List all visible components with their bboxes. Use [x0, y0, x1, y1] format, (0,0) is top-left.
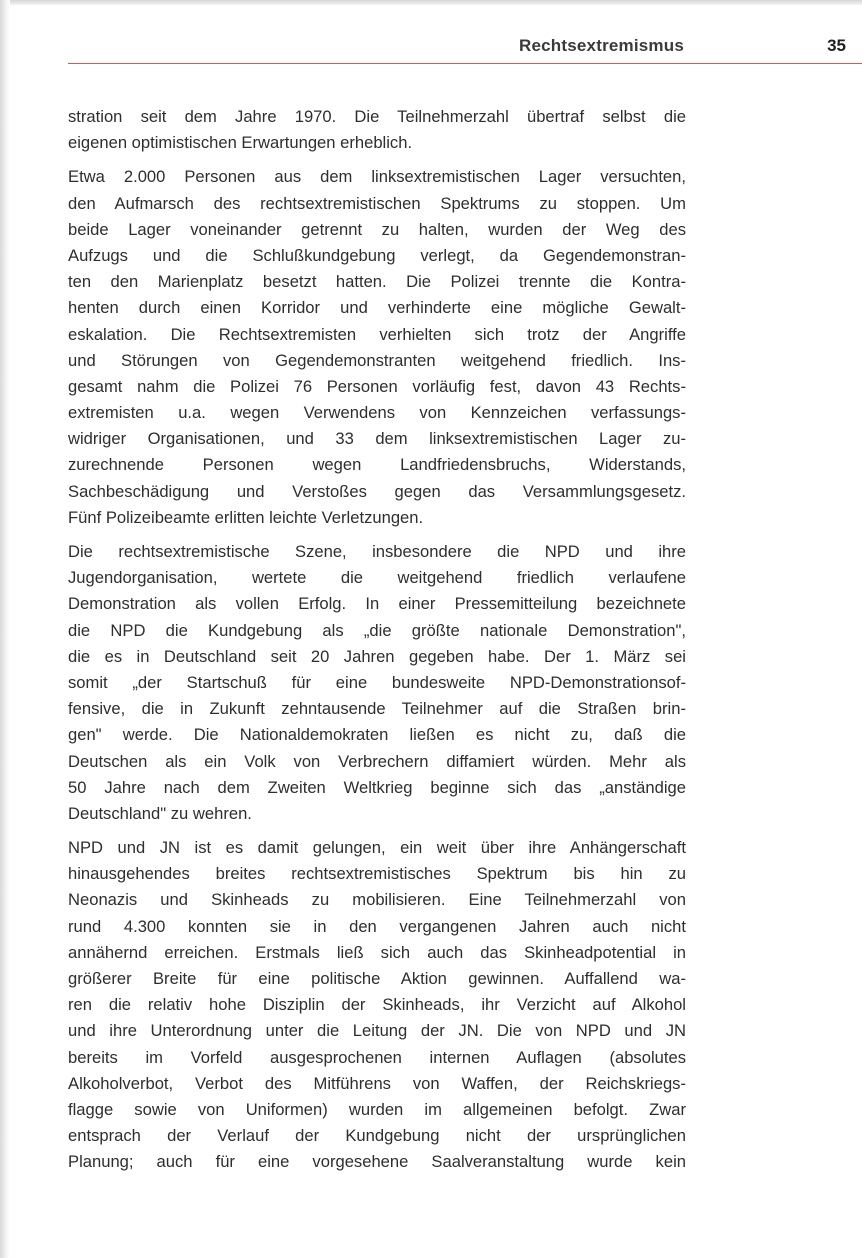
text-line: und Störungen von Gegendemonstranten weitgehend friedlich. Ins- [68, 350, 686, 370]
running-header-title: Rechtsextremismus [519, 36, 684, 55]
text-line: flagge sowie von Uniformen) wurden im allgemeinen befolgt. Zwar [68, 1099, 686, 1119]
text-line: zurechnende Personen wegen Landfriedensbruchs, Widerstands, [68, 455, 686, 475]
page-edge-shadow-left [0, 0, 10, 1258]
text-line: eigenen optimistischen Erwartungen erheblich. [68, 133, 413, 153]
text-line: Demonstration als vollen Erfolg. In einer Pressemitteilung bezeichnete [68, 594, 686, 614]
body-text [68, 104, 686, 1184]
text-line: beide Lager voneinander getrennt zu halten, wurden der Weg des [68, 219, 686, 239]
text-line: Deutschland" zu wehren. [68, 803, 252, 823]
text-line: die NPD die Kundgebung als „die größte nationale Demonstration", [68, 620, 686, 640]
text-line: eskalation. Die Rechtsextremisten verhielten sich trotz der Angriffe [68, 324, 686, 344]
text-line: Neonazis und Skinheads zu mobilisieren. Eine Teilnehmerzahl von [68, 890, 686, 910]
text-line: und ihre Unterordnung unter die Leitung der JN. Die von NPD und JN [68, 1021, 686, 1041]
text-line: größerer Breite für eine politische Aktion gewinnen. Auffallend wa- [68, 969, 686, 988]
text-line: somit „der Startschuß für eine bundesweite NPD-Demonstrationsof- [68, 672, 686, 692]
text-line: NPD und JN ist es damit gelungen, ein weit über ihre Anhängerschaft [68, 838, 686, 858]
text-line: rund 4.300 konnten sie in den vergangenen Jahren auch nicht [68, 916, 686, 936]
text-line: Planung; auch für eine vorgesehene Saalveranstaltung wurde kein [68, 1152, 686, 1172]
text-line: gen" werde. Die Nationaldemokraten ließen es nicht zu, daß die [68, 725, 686, 745]
text-line: ten den Marienplatz besetzt hatten. Die Polizei trennte die Kontra- [68, 272, 686, 292]
running-header [68, 36, 862, 64]
text-line: gesamt nahm die Polizei 76 Personen vorläufig fest, davon 43 Rechts- [68, 376, 686, 396]
text-line: 50 Jahre nach dem Zweiten Weltkrieg beginne sich das „anständige [68, 777, 686, 797]
text-line: henten durch einen Korridor und verhinderte eine mögliche Gewalt- [68, 298, 686, 318]
text-line: bereits im Vorfeld ausgesprochenen internen Auflagen (absolutes [68, 1047, 686, 1067]
paragraph [68, 164, 686, 531]
text-line: Aufzugs und die Schlußkundgebung verlegt, da Gegendemonstran- [68, 245, 686, 265]
text-line: extremisten u.a. wegen Verwendens von Kennzeichen verfassungs- [68, 403, 686, 423]
text-line: Fünf Polizeibeamte erlitten leichte Verletzungen. [68, 507, 424, 527]
text-line: Jugendorganisation, wertete die weitgehend friedlich verlaufene [68, 568, 686, 588]
text-line: stration seit dem Jahre 1970. Die Teilnehmerzahl übertraf selbst die [68, 107, 686, 126]
paragraph [68, 104, 686, 156]
text-line: Etwa 2.000 Personen aus dem linksextremistischen Lager versuchten, [68, 167, 686, 187]
text-line: Sachbeschädigung und Verstoßes gegen das Versammlungsgesetz. [68, 481, 686, 501]
paragraph [68, 835, 686, 1175]
text-line: widriger Organisationen, und 33 dem linksextremistischen Lager zu- [68, 429, 686, 449]
text-line: hinausgehendes breites rechtsextremistisches Spektrum bis hin zu [68, 864, 686, 884]
text-line: fensive, die in Zukunft zehntausende Teilnehmer auf die Straßen brin- [68, 699, 686, 719]
text-line: ren die relativ hohe Disziplin der Skinheads, ihr Verzicht auf Alkohol [68, 995, 686, 1015]
text-line: den Aufmarsch des rechtsextremistischen Spektrums zu stoppen. Um [68, 193, 686, 213]
text-line: Alkoholverbot, Verbot des Mitführens von Waffen, der Reichskriegs- [68, 1073, 686, 1093]
text-line: entsprach der Verlauf der Kundgebung nicht der ursprünglichen [68, 1126, 686, 1146]
text-line: Deutschen als ein Volk von Verbrechern diffamiert würden. Mehr als [68, 751, 686, 771]
header-rule [68, 63, 862, 64]
page-edge-shadow-top [0, 0, 862, 5]
text-line: annähernd erreichen. Erstmals ließ sich auch das Skinheadpotential in [68, 942, 686, 962]
text-line: die es in Deutschland seit 20 Jahren gegeben habe. Der 1. März sei [68, 646, 686, 666]
text-line: Die rechtsextremistische Szene, insbesondere die NPD und ihre [68, 542, 686, 561]
page-number: 35 [827, 36, 846, 55]
paragraph [68, 539, 686, 827]
